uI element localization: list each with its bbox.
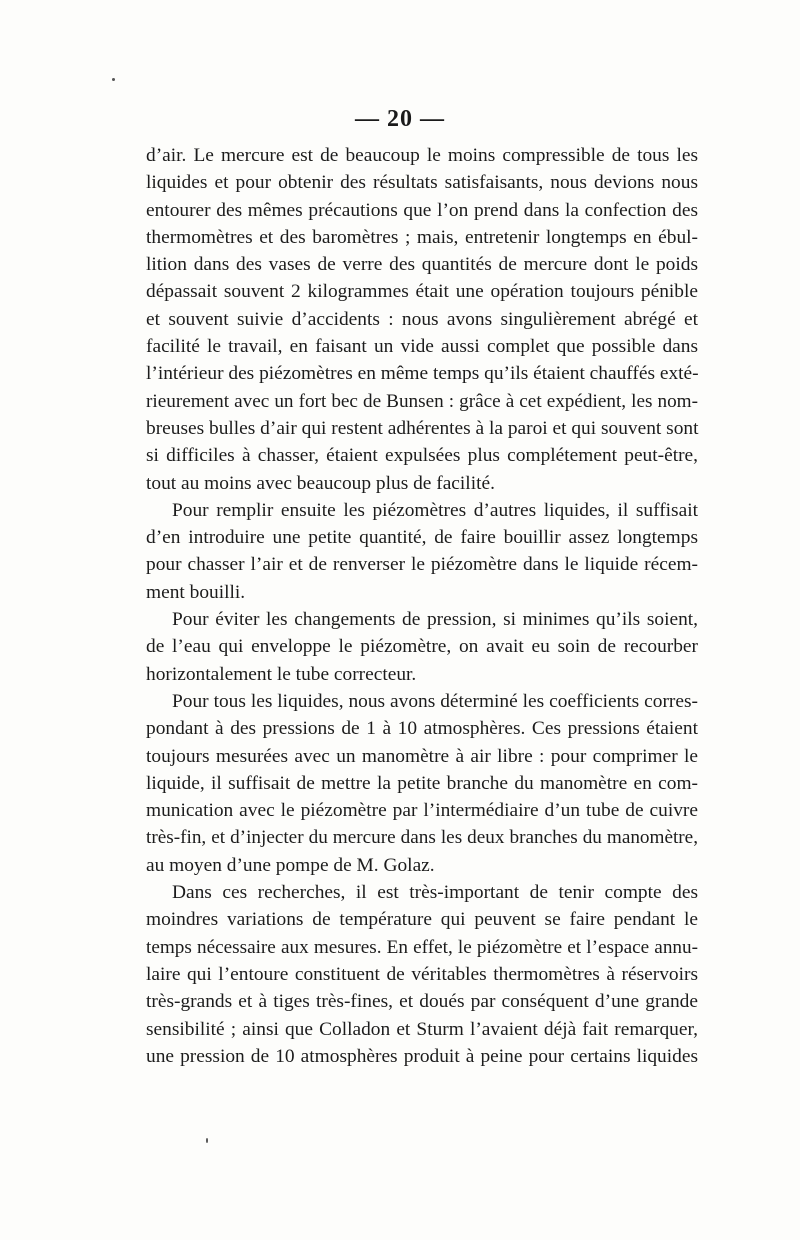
text-line: Pour tous les liquides, nous avons déterminé les coefficients corres- bbox=[172, 690, 698, 712]
text-line: pour chasser l’air et de renverser le piézomètre dans le liquide récem- bbox=[146, 554, 698, 576]
text-line: thermomètres et des baromètres ; mais, entretenir longtemps en ébul- bbox=[146, 226, 698, 248]
text-line: d’air. Le mercure est de beaucoup le moins compressible de tous les bbox=[146, 145, 698, 166]
text-line: et souvent suivie d’accidents : nous avons singulièrement abrégé et bbox=[146, 308, 698, 330]
text-line: si difficiles à chasser, étaient expulsées plus complétement peut-être, bbox=[146, 445, 698, 467]
text-line: tout au moins avec beaucoup plus de facilité. bbox=[146, 472, 495, 494]
text-line: horizontalement le tube correcteur. bbox=[146, 663, 417, 685]
text-line: très-fin, et d’injecter du mercure dans les deux branches du manomètre, bbox=[146, 827, 698, 849]
text-line: pondant à des pressions de 1 à 10 atmosphères. Ces pressions étaient bbox=[146, 718, 698, 740]
text-line: dépassait souvent 2 kilogrammes était une opération toujours pénible bbox=[146, 281, 698, 303]
page-number: — 20 — bbox=[355, 106, 445, 132]
text-line: lition dans des vases de verre des quantités de mercure dont le poids bbox=[146, 254, 698, 276]
text-line: Pour remplir ensuite les piézomètres d’autres liquides, il suffisait bbox=[172, 499, 698, 521]
text-line: Pour éviter les changements de pression, si minimes qu’ils soient, bbox=[172, 609, 698, 631]
text-line: ment bouilli. bbox=[146, 581, 246, 603]
text-line: l’intérieur des piézomètres en même temps qu’ils étaient chauffés exté- bbox=[146, 363, 699, 385]
text-line: facilité le travail, en faisant un vide aussi complet que possible dans bbox=[146, 336, 698, 358]
text-line: d’en introduire une petite quantité, de faire bouillir assez longtemps bbox=[146, 527, 698, 549]
text-line: moindres variations de température qui peuvent se faire pendant le bbox=[146, 909, 698, 931]
paper-speck bbox=[206, 1138, 208, 1143]
text-line: entourer des mêmes précautions que l’on prend dans la confection des bbox=[146, 199, 698, 221]
text-line: laire qui l’entoure constituent de véritables thermomètres à réservoirs bbox=[146, 963, 698, 985]
text-line: au moyen d’une pompe de M. Golaz. bbox=[146, 854, 435, 876]
text-line: une pression de 10 atmosphères produit à peine pour certains liquides bbox=[146, 1045, 698, 1067]
text-line: sensibilité ; ainsi que Colladon et Sturm l’avaient déjà fait remarquer, bbox=[146, 1018, 698, 1040]
text-line: temps nécessaire aux mesures. En effet, le piézomètre et l’espace annu- bbox=[146, 936, 698, 958]
paper-speck bbox=[112, 78, 115, 81]
text-line: liquide, il suffisait de mettre la petite branche du manomètre en com- bbox=[146, 772, 698, 794]
body-text bbox=[146, 142, 698, 1070]
text-line: de l’eau qui enveloppe le piézomètre, on avait eu soin de recourber bbox=[146, 636, 698, 658]
text-line: liquides et pour obtenir des résultats satisfaisants, nous devions nous bbox=[146, 172, 698, 194]
text-line: toujours mesurées avec un manomètre à air libre : pour comprimer le bbox=[146, 745, 698, 767]
text-line: rieurement avec un fort bec de Bunsen : grâce à cet expédient, les nom- bbox=[146, 390, 698, 412]
text-line: munication avec le piézomètre par l’intermédiaire d’un tube de cuivre bbox=[146, 800, 698, 822]
text-line: breuses bulles d’air qui restent adhérentes à la paroi et qui souvent sont bbox=[146, 417, 699, 439]
text-line: très-grands et à tiges très-fines, et doués par conséquent d’une grande bbox=[146, 991, 698, 1013]
text-line: Dans ces recherches, il est très-important de tenir compte des bbox=[172, 882, 698, 904]
